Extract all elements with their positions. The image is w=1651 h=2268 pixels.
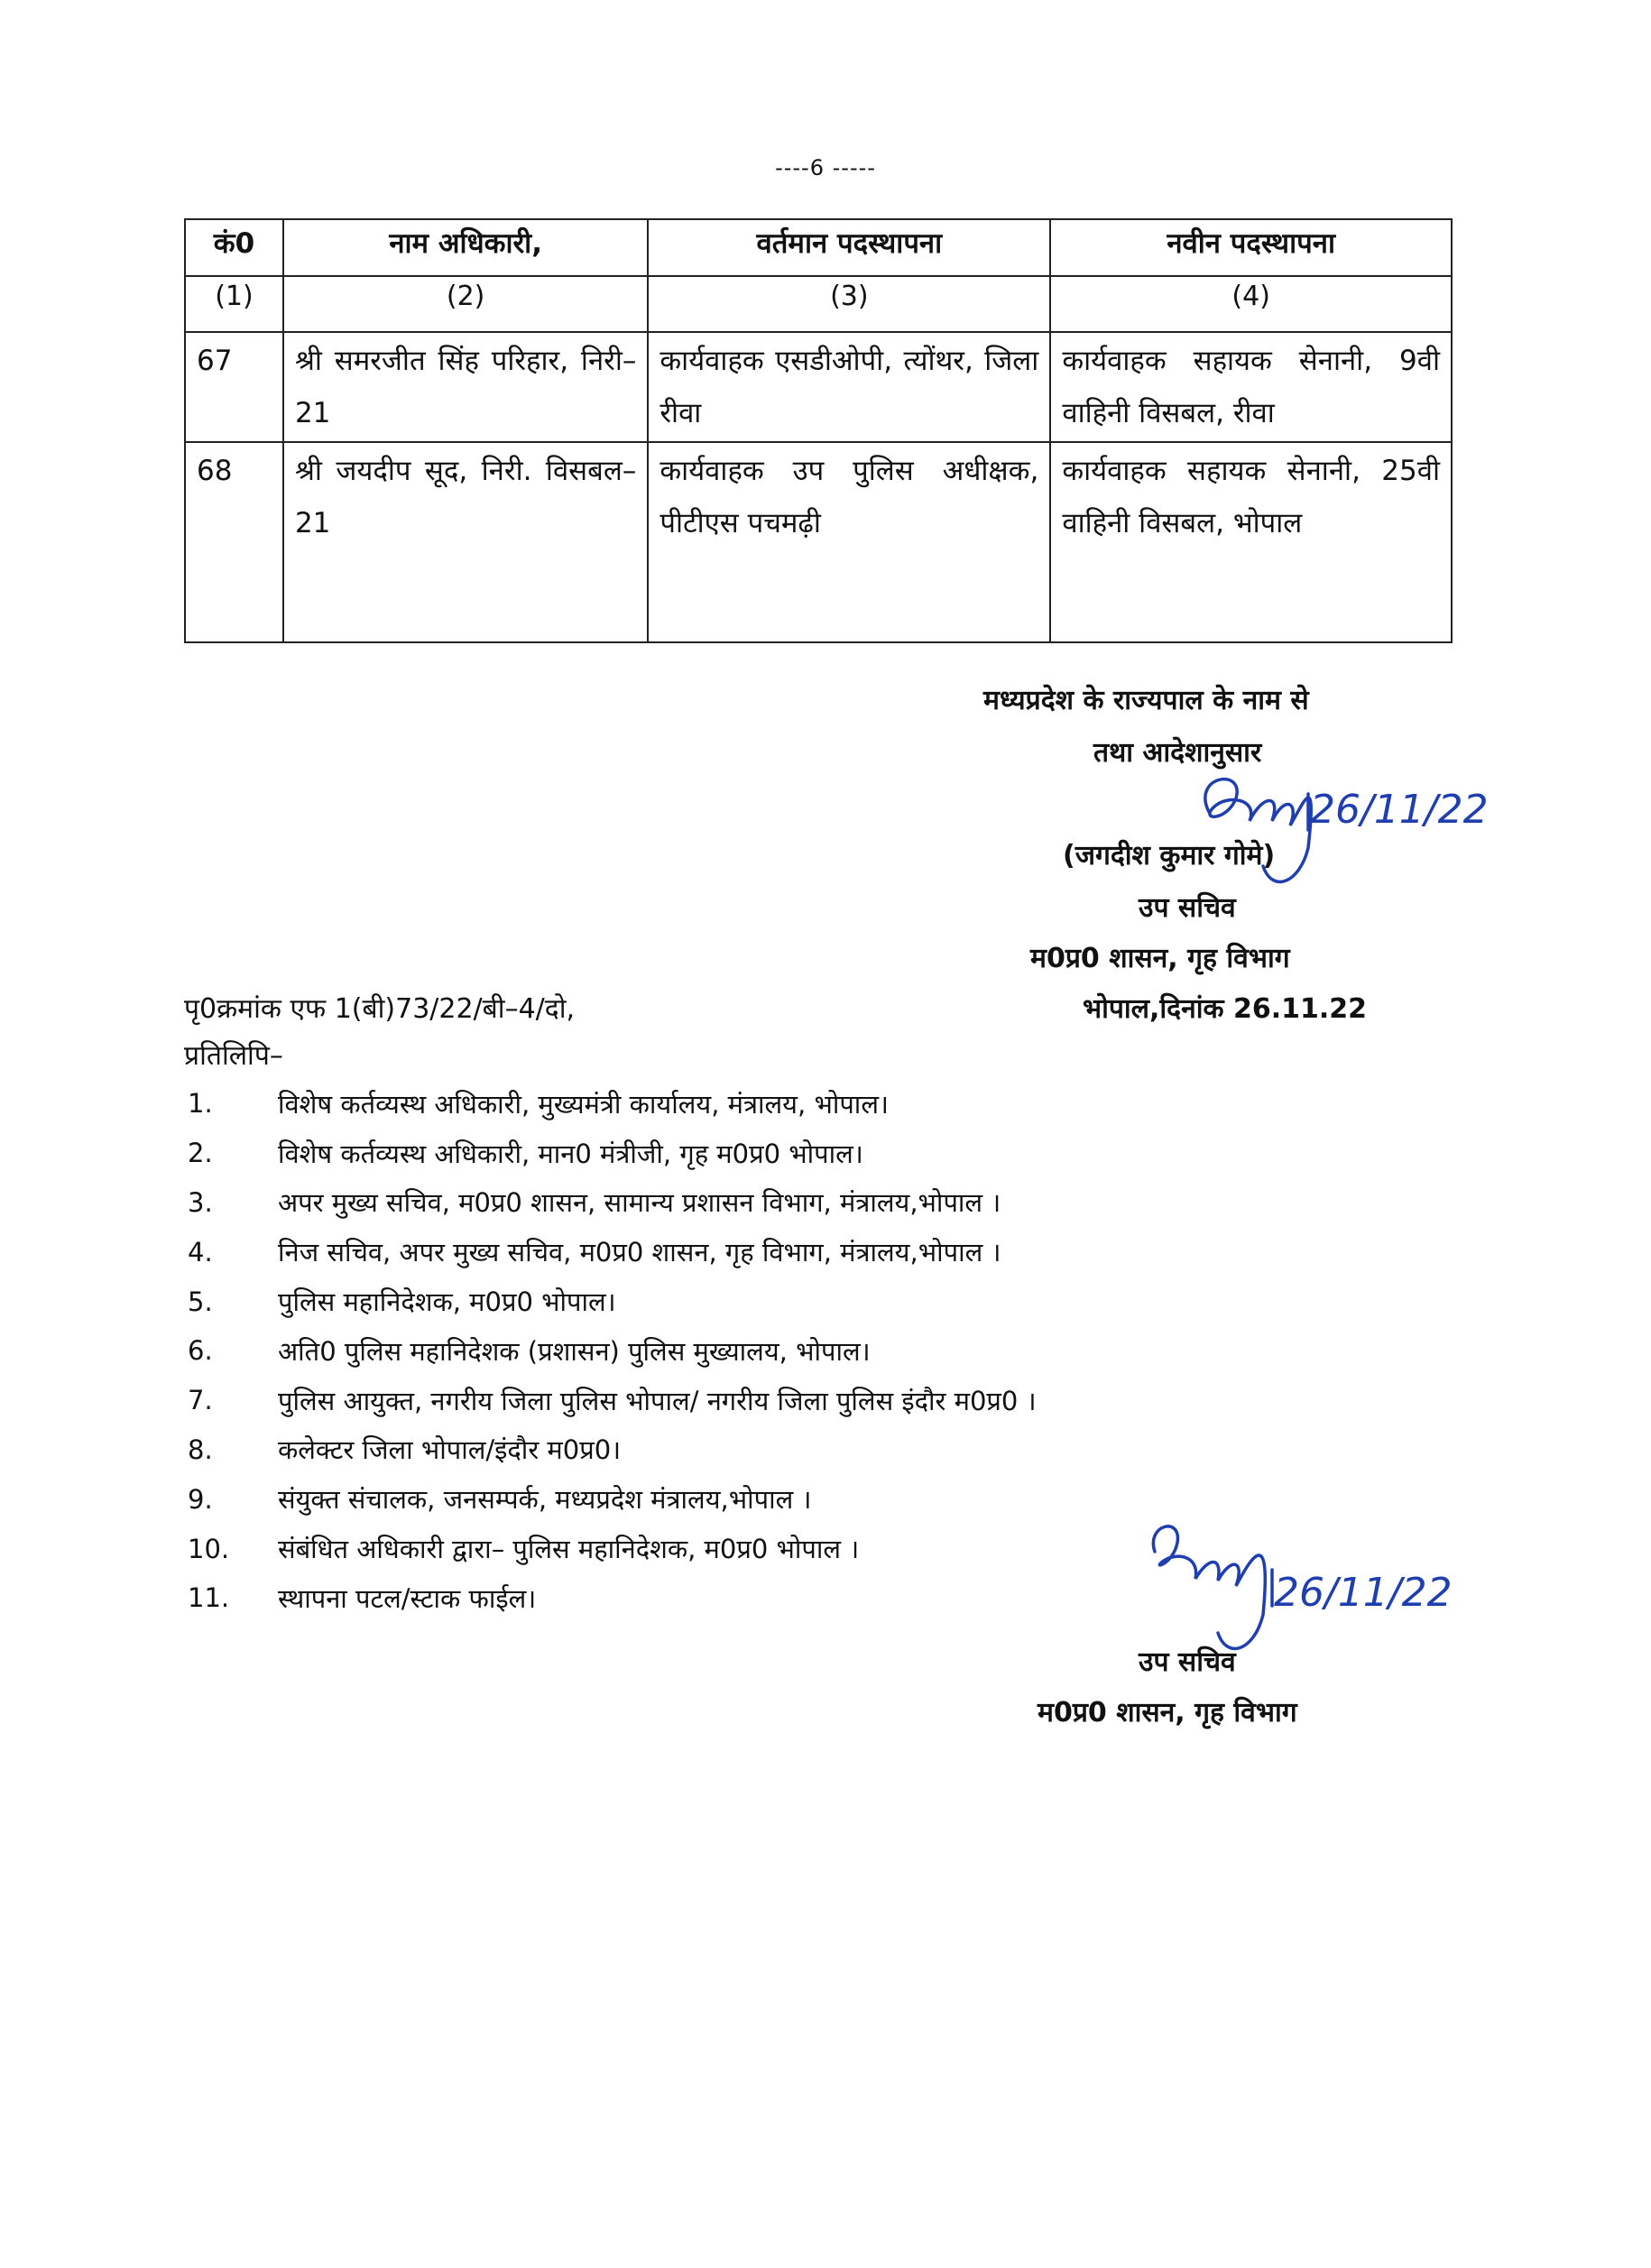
table-row bbox=[185, 442, 1452, 642]
list-item bbox=[188, 1573, 1037, 1623]
row-new-posting: कार्यवाहक सहायक सेनानी, 9वी वाहिनी विसबल, रीवा bbox=[1050, 332, 1452, 442]
copy-heading: प्रतिलिपि– bbox=[184, 1040, 283, 1072]
list-item-text: संबंधित अधिकारी द्वारा– पुलिस महानिदेशक, म0प्र0 भोपाल । bbox=[278, 1534, 860, 1565]
signatory-department: म0प्र0 शासन, गृह विभाग bbox=[1030, 943, 1290, 974]
list-item-number: 3. bbox=[188, 1186, 213, 1218]
list-item bbox=[188, 1425, 1037, 1475]
table-header-row bbox=[185, 219, 1452, 276]
list-item-number: 10. bbox=[188, 1533, 230, 1564]
row-officer-name: श्री समरजीत सिंह परिहार, निरी–21 bbox=[283, 332, 648, 442]
list-item-number: 1. bbox=[188, 1088, 213, 1120]
list-item bbox=[188, 1129, 1037, 1178]
list-item bbox=[188, 1277, 1037, 1326]
list-item-text: कलेक्टर जिला भोपाल/इंदौर म0प्र0। bbox=[278, 1434, 622, 1466]
row-officer-name: श्री जयदीप सूद, निरी. विसबल–21 bbox=[283, 442, 648, 642]
page-number: ----6 ----- bbox=[775, 155, 876, 180]
column-number: (1) bbox=[185, 276, 283, 332]
copy-signatory-department: म0प्र0 शासन, गृह विभाग bbox=[1038, 1697, 1297, 1729]
row-current-posting: कार्यवाहक एसडीओपी, त्योंथर, जिला रीवा bbox=[648, 332, 1050, 442]
signatory-designation: उप सचिव bbox=[1139, 892, 1236, 924]
copy-signatory-designation: उप सचिव bbox=[1139, 1646, 1236, 1678]
list-item bbox=[188, 1178, 1037, 1228]
list-item-text: अपर मुख्य सचिव, म0प्र0 शासन, सामान्य प्रशासन विभाग, मंत्रालय,भोपाल । bbox=[278, 1187, 1001, 1219]
list-item-number: 6. bbox=[188, 1335, 213, 1367]
table-row bbox=[185, 332, 1452, 442]
governor-order-line: मध्यप्रदेश के राज्यपाल के नाम से bbox=[983, 685, 1309, 716]
list-item-text: संयुक्त संचालक, जनसम्पर्क, मध्यप्रदेश मंत्रालय,भोपाल । bbox=[278, 1484, 812, 1516]
list-item-text: पुलिस आयुक्त, नगरीय जिला पुलिस भोपाल/ नगरीय जिला पुलिस इंदौर म0प्र0 । bbox=[278, 1385, 1037, 1416]
header-officer-name: नाम अधिकारी, bbox=[283, 219, 648, 276]
column-number: (4) bbox=[1050, 276, 1452, 332]
list-item-number: 8. bbox=[188, 1434, 213, 1465]
by-order-line: तथा आदेशानुसार bbox=[1093, 737, 1262, 769]
list-item-number: 11. bbox=[188, 1582, 230, 1614]
list-item bbox=[188, 1227, 1037, 1277]
list-item bbox=[188, 1376, 1037, 1425]
list-item-number: 4. bbox=[188, 1236, 213, 1268]
endorsement-place-date: भोपाल,दिनांक 26.11.22 bbox=[1083, 993, 1368, 1025]
list-item-text: विशेष कर्तव्यस्थ अधिकारी, मान0 मंत्रीजी, गृह म0प्र0 भोपाल। bbox=[278, 1138, 863, 1169]
row-new-posting: कार्यवाहक सहायक सेनानी, 25वी वाहिनी विसबल, भोपाल bbox=[1050, 442, 1452, 642]
posting-table bbox=[184, 218, 1453, 643]
list-item bbox=[188, 1079, 1037, 1129]
list-item-text: स्थापना पटल/स्टाक फाईल। bbox=[278, 1582, 537, 1614]
list-item-number: 2. bbox=[188, 1138, 213, 1169]
list-item bbox=[188, 1524, 1037, 1573]
list-item-text: निज सचिव, अपर मुख्य सचिव, म0प्र0 शासन, गृह विभाग, मंत्रालय,भोपाल । bbox=[278, 1237, 1001, 1268]
header-current-posting: वर्तमान पदस्थापना bbox=[648, 219, 1050, 276]
list-item bbox=[188, 1326, 1037, 1376]
list-item-text: विशेष कर्तव्यस्थ अधिकारी, मुख्यमंत्री कार्यालय, मंत्रालय, भोपाल। bbox=[278, 1088, 889, 1120]
column-number: (2) bbox=[283, 276, 648, 332]
list-item-number: 5. bbox=[188, 1286, 213, 1317]
list-item-number: 9. bbox=[188, 1483, 213, 1515]
list-item bbox=[188, 1474, 1037, 1524]
header-new-posting: नवीन पदस्थापना bbox=[1050, 219, 1452, 276]
row-sno: 68 bbox=[185, 442, 283, 642]
header-sno: कं0 bbox=[185, 219, 283, 276]
list-item-number: 7. bbox=[188, 1385, 213, 1416]
list-item-text: अति0 पुलिस महानिदेशक (प्रशासन) पुलिस मुख्यालय, भोपाल। bbox=[278, 1335, 871, 1367]
signatory-name: (जगदीश कुमार गोमे) bbox=[1063, 840, 1276, 871]
list-item-text: पुलिस महानिदेशक, म0प्र0 भोपाल। bbox=[278, 1286, 616, 1318]
endorsement-number: पृ0क्रमांक एफ 1(बी)73/22/बी–4/दो, bbox=[184, 993, 575, 1025]
signature-image bbox=[1173, 758, 1489, 902]
column-number-row bbox=[185, 276, 1452, 332]
row-sno: 67 bbox=[185, 332, 283, 442]
copy-list bbox=[188, 1079, 1037, 1623]
row-current-posting: कार्यवाहक उप पुलिस अधीक्षक, पीटीएस पचमढ़ी bbox=[648, 442, 1050, 642]
copy-signature-date: 26/11/22 bbox=[1274, 1570, 1453, 1616]
signature-date: 26/11/22 bbox=[1310, 787, 1489, 833]
column-number: (3) bbox=[648, 276, 1050, 332]
